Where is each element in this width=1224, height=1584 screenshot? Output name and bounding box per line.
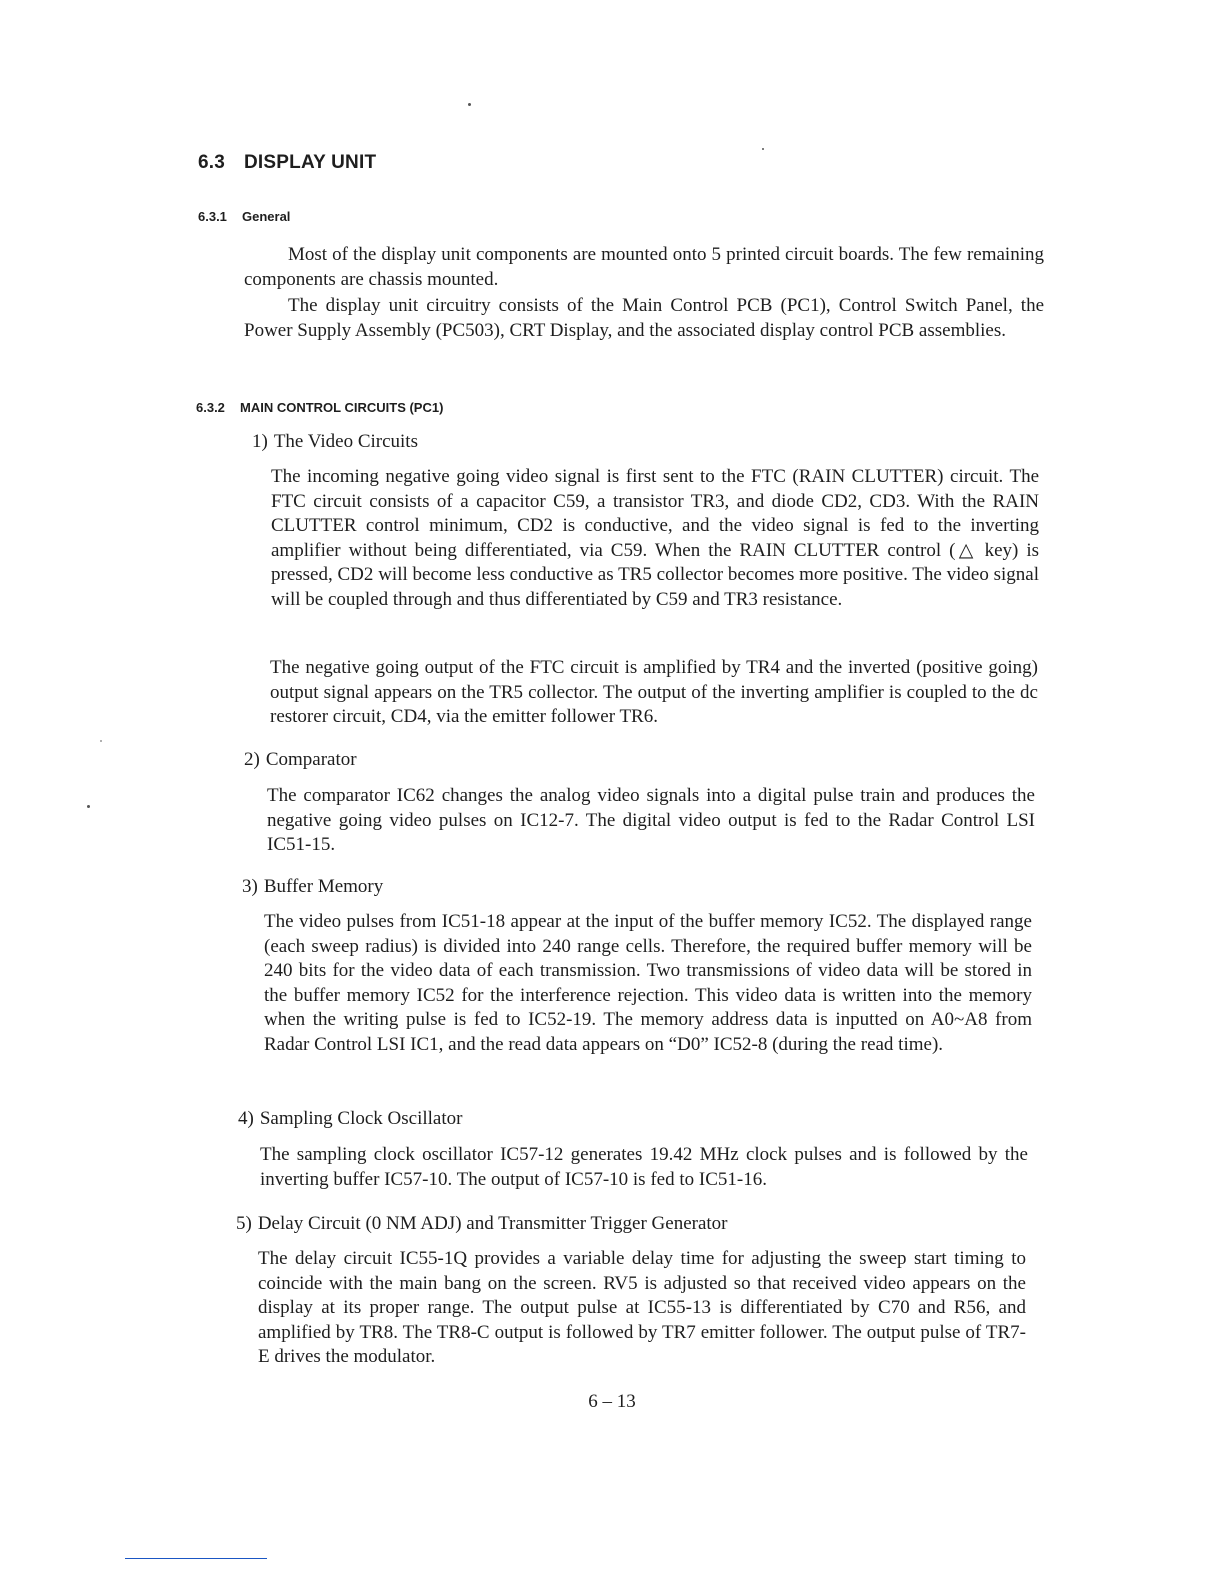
- item-title-text: Buffer Memory: [263, 876, 384, 897]
- subsection-title: MAIN CONTROL CIRCUITS (PC1): [240, 400, 444, 415]
- page-number: 6 – 13: [588, 1391, 636, 1412]
- item-number: 4): [238, 1108, 254, 1129]
- section-heading: [198, 152, 376, 174]
- subsection-heading-main-control: [196, 400, 443, 415]
- item-title-text: The Video Circuits: [273, 431, 418, 452]
- item-number: 5): [236, 1213, 252, 1234]
- general-paragraph: The display unit circuitry consists of the Main Control PCB (PC1), Control Switch Panel, the Power Supply Assembly (PC503), CRT Display, and the associated display control PCB assemblies.: [244, 295, 1044, 341]
- scan-speck: [87, 805, 90, 808]
- subsection-number: 6.3.1: [198, 209, 227, 224]
- item-number: 1): [252, 431, 268, 452]
- item-title-text: Delay Circuit (0 NM ADJ) and Transmitter Trigger Generator: [257, 1213, 728, 1234]
- subsection-number: 6.3.2: [196, 400, 225, 415]
- section-title: DISPLAY UNIT: [244, 152, 377, 173]
- item-title-delay-circuit: [236, 1212, 728, 1236]
- item-paragraph: The negative going output of the FTC circuit is amplified by TR4 and the inverted (positive going) output signal appears on the TR5 collector. The output of the inverting amplifier is coupled to the dc restorer circuit, CD4, via the emitter follower TR6.: [270, 657, 1038, 727]
- item-number: 2): [244, 749, 260, 770]
- item-title-text: Sampling Clock Oscillator: [259, 1108, 463, 1129]
- general-paragraph: Most of the display unit components are mounted onto 5 printed circuit boards. The few remaining components are chassis mounted.: [244, 244, 1044, 290]
- scan-speck: [762, 148, 764, 150]
- section-number: 6.3: [198, 152, 226, 173]
- item-title-text: Comparator: [265, 749, 357, 770]
- item-paragraph: The delay circuit IC55-1Q provides a variable delay time for adjusting the sweep start timing to coincide with the main bang on the screen. RV5 is adjusted so that received video appears on the display at its proper range. The output pulse at IC55-13 is differentiated by C70 and R56, and amplified by TR8. The TR8-C output is followed by TR7 emitter follower. The output pulse of TR7-E drives the modulator.: [258, 1248, 1026, 1367]
- scan-speck: [100, 740, 102, 742]
- item-number: 3): [242, 876, 258, 897]
- item-title-video-circuits: [252, 430, 418, 454]
- item-title-buffer-memory: [242, 875, 383, 899]
- item-title-comparator: [244, 748, 357, 772]
- item-title-sampling-clock: [238, 1107, 462, 1131]
- item-paragraph: The sampling clock oscillator IC57-12 generates 19.42 MHz clock pulses and is followed by the inverting buffer IC57-10. The output of IC57-10 is fed to IC51-16.: [260, 1144, 1028, 1190]
- bottom-rule: [125, 1558, 267, 1559]
- scan-speck: [468, 103, 471, 106]
- subsection-title: General: [242, 209, 291, 224]
- subsection-heading-general: [198, 209, 290, 224]
- item-paragraph: The comparator IC62 changes the analog video signals into a digital pulse train and produces the negative going video pulses on IC12-7. The digital video output is fed to the Radar Control LSI IC51-15.: [267, 785, 1035, 855]
- item-paragraph: The video pulses from IC51-18 appear at the input of the buffer memory IC52. The displayed range (each sweep radius) is divided into 240 range cells. Therefore, the required buffer memory will be 240 bits for the video data of each transmission. Two transmissions of video data will be stored in the buffer memory IC52 for the interference rejection. This video data is written into the memory when the writing pulse is fed to IC52-19. The memory address data is inputted on A0~A8 from Radar Control LSI IC1, and the read data appears on “D0” IC52-8 (during the read time).: [264, 911, 1032, 1055]
- item-paragraph: The incoming negative going video signal is first sent to the FTC (RAIN CLUTTER) circuit. The FTC circuit consists of a capacitor C59, a transistor TR3, and diode CD2, CD3. With the RAIN CLUTTER control minimum, CD2 is conductive, and the video signal is fed to the inverting amplifier without being differentiated, via C59. When the RAIN CLUTTER control (△ key) is pressed, CD2 will become less conductive as TR5 collector becomes more positive. The video signal will be coupled through and thus differentiated by C59 and TR3 resistance.: [271, 466, 1039, 610]
